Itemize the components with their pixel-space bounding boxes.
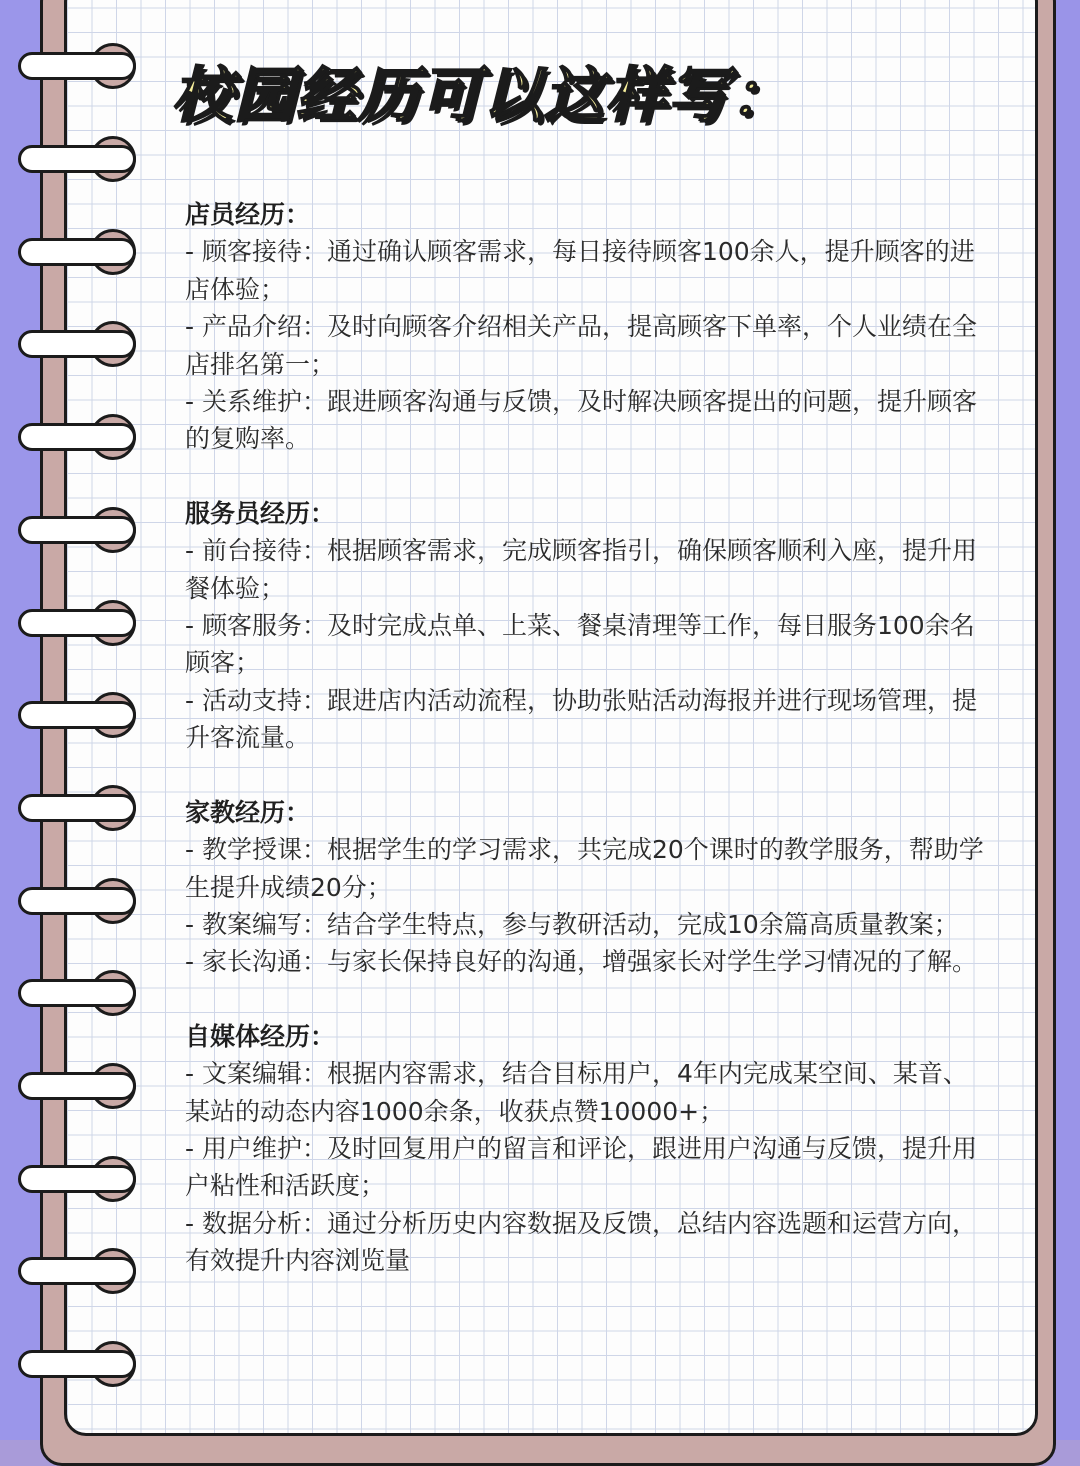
list-item: - 文案编辑：根据内容需求，结合目标用户，4年内完成某空间、某音、某站的动态内容1000余条，收获点赞10000+；	[185, 1059, 968, 1126]
list-item: - 活动支持：跟进店内活动流程，协助张贴活动海报并进行现场管理，提升客流量。	[185, 685, 977, 753]
list-item: - 顾客接待：通过确认顾客需求，每日接待顾客100余人，提升顾客的进店体验；	[185, 237, 975, 304]
page-title: 校园经历可以这样写：	[172, 61, 792, 131]
list-item: - 用户维护：及时回复用户的留言和评论，跟进用户沟通与反馈，提升用户粘性和活跃度；	[185, 1133, 977, 1201]
binding-ring	[18, 506, 144, 550]
list-item: - 家长沟通：与家长保持良好的沟通，增强家长对学生学习情况的了解。	[185, 947, 977, 977]
list-item: - 产品介绍：及时向顾客介绍相关产品，提高顾客下单率，个人业绩在全店排名第一；	[185, 312, 977, 379]
binding-ring	[18, 1062, 144, 1106]
binding-ring	[18, 228, 144, 272]
binding-ring	[18, 320, 144, 364]
binding-ring	[18, 42, 144, 86]
binding-ring	[18, 1155, 144, 1199]
binding-ring	[18, 969, 144, 1013]
section-waiter	[185, 495, 985, 757]
binding-ring	[18, 1340, 144, 1384]
binding-ring	[18, 413, 144, 457]
section-heading: 店员经历：	[185, 200, 311, 229]
list-item: - 教案编写：结合学生特点，参与教研活动，完成10余篇高质量教案；	[185, 909, 959, 939]
section-self-media	[185, 1018, 985, 1280]
experience-content	[185, 196, 985, 1317]
binding-ring	[18, 877, 144, 921]
binding-ring	[18, 691, 144, 735]
binding-ring	[18, 135, 144, 179]
binding-ring	[18, 599, 144, 643]
list-item: - 数据分析：通过分析历史内容数据及反馈，总结内容选题和运营方向，有效提升内容浏览量	[185, 1208, 977, 1276]
section-heading: 服务员经历：	[185, 498, 336, 528]
section-heading: 自媒体经历：	[185, 1021, 336, 1051]
list-item: - 教学授课：根据学生的学习需求，共完成20个课时的教学服务，帮助学生提升成绩20分；	[185, 835, 984, 902]
list-item: - 顾客服务：及时完成点单、上菜、餐桌清理等工作，每日服务100余名顾客；	[185, 611, 975, 678]
section-tutor	[185, 794, 985, 981]
binding-ring	[18, 1247, 144, 1291]
section-heading: 家教经历：	[185, 797, 311, 827]
list-item: - 关系维护：跟进顾客沟通与反馈，及时解决顾客提出的问题，提升顾客的复购率。	[185, 387, 977, 454]
list-item: - 前台接待：根据顾客需求，完成顾客指引，确保顾客顺利入座，提升用餐体验；	[185, 536, 977, 603]
spiral-binding	[0, 0, 160, 1440]
binding-ring	[18, 784, 144, 828]
section-shop-assistant	[185, 196, 985, 458]
